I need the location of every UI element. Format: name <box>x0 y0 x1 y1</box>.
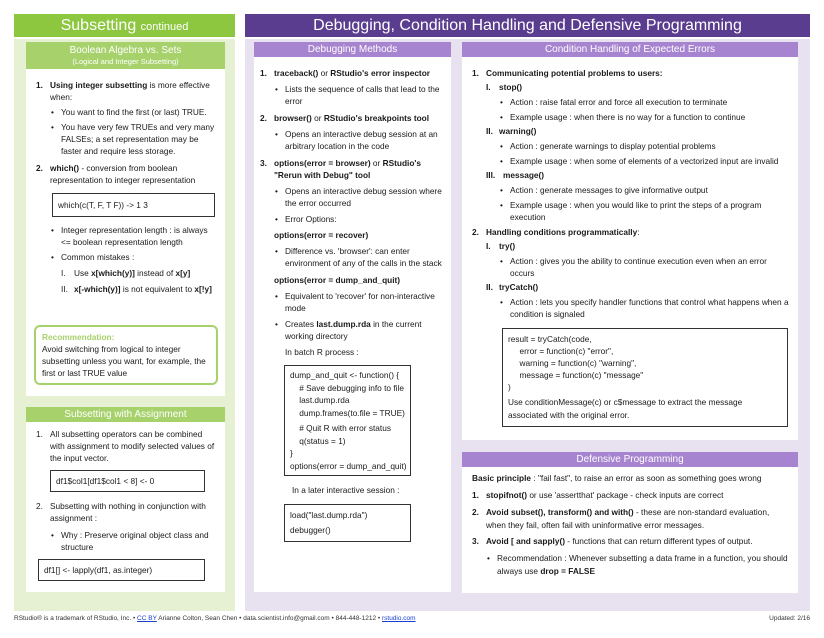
list-item: 2. Handling conditions programmatically: I. try() • Action : gives you the ability to continue execution even when an error occurs II. tryCatch() • Action : lets you specify handler functions that control what happens when a condition is signaled <box>472 226 790 320</box>
list-item: • You have very few TRUEs and very many FALSEs; a set representation may be faster and require less storage. <box>50 121 219 157</box>
option-heading: options(error = recover) <box>274 230 369 241</box>
list-item: 2. browser() or RStudio's breakpoints tool • Opens an interactive debug session at an arbitrary location in the code <box>260 112 445 152</box>
list-item: • Why : Preserve original object class and structure <box>50 529 219 553</box>
assignment-panel <box>26 407 225 592</box>
list-item: • Common mistakes : I. Use x[which(y)] instead of x[y] II. x[-which(y)] is not equivalent to x[!y] <box>50 251 219 295</box>
rstudio-link[interactable]: rstudio.com <box>381 615 416 622</box>
code-block: load("last.dump.rda") debugger() <box>284 504 411 542</box>
subsetting-header: Subsetting continued <box>14 14 235 37</box>
list-item: • Action : lets you specify handler functions that control what happens when a condition is signaled <box>499 296 790 320</box>
updated-date: Updated: 2/16 <box>769 615 810 622</box>
list-item: • Error Options: <box>274 213 445 225</box>
list-item: 3. options(error = browser) or RStudio's "Rerun with Debug" tool • Opens an interactive debug session where the error occurred • Error Options: options(error = recover) • Difference vs. 'browser': can enter environment of any of the calls in the stack options(error = dump_and_quit) • Equivalent to 'recover' for non-interactive mode • Creates last.dump.rda in the current working directory In batch R process : <box>260 157 445 358</box>
code-block: df1[] <- lapply(df1, as.integer) <box>38 559 205 581</box>
code-block: result = tryCatch(code, error = function(c) "error", warning = function(c) "warning", message = function(c) "message" ) Use conditionMessage(c) or c$message to extract the message associated with the original error. <box>502 328 788 427</box>
list-item: 1. Communicating potential problems to users: I. stop() • Action : raise fatal error and force all execution to terminate • Example usage : when there is no way for a function to continue II. warning() • Action : generate warnings to display potential problems • Example usage : when some of elements of a vectorized input are invalid III. message() • Action : generate messages to give informative output • Example usage : when you would like to print the steps of a program execution <box>472 67 790 223</box>
defensive-title: Defensive Programming <box>462 452 798 467</box>
list-item: 2. Avoid subset(), transform() and with() - these are non-standard evaluation, when they fail, often fail with uninformative error messages. <box>472 506 770 530</box>
list-item: 1. All subsetting operators can be combined with assignment to modify selected values of the input vector. df1$col1[df1$col1 < 8] <- 0 <box>36 428 219 492</box>
code-block: df1$col1[df1$col1 < 8] <- 0 <box>50 470 205 492</box>
basic-principle: Basic principle : "fail fast", to raise an error as soon as something goes wrong <box>472 473 762 483</box>
list-item: • Opens an interactive debug session at an arbitrary location in the code <box>274 128 445 152</box>
list-item: II. tryCatch() • Action : lets you specify handler functions that control what happens when a condition is signaled <box>486 281 790 320</box>
list-item: II. x[-which(y)] is not equivalent to x[!y] <box>61 284 212 295</box>
list-item: • Integer representation length : is always <= boolean representation length <box>50 224 219 248</box>
list-item: I. Use x[which(y)] instead of x[y] <box>61 268 191 279</box>
list-item: 2. Subsetting with nothing in conjunction with assignment : • Why : Preserve original object class and structure <box>36 500 219 553</box>
list-item: I. stop() • Action : raise fatal error and force all execution to terminate • Example usage : when there is no way for a function to continue <box>486 81 790 123</box>
list-item: • Action : raise fatal error and force all execution to terminate <box>499 96 790 108</box>
list-item: 1. stopifnot() or use 'assertthat' package - check inputs are correct <box>472 489 724 500</box>
code-block: which(c(T, F, T F)) -> 1 3 <box>52 193 215 217</box>
list-item: • Action : generate messages to give informative output <box>499 184 790 196</box>
recommendation-box: Recommendation: Avoid switching from logical to integer subsetting unless you want, for example, the first or last TRUE value <box>34 325 218 385</box>
list-item: • Lists the sequence of calls that lead to the error <box>274 83 445 107</box>
footer: RStudio® is a trademark of RStudio, Inc. • CC BY Arianne Colton, Sean Chen • data.scientist.info@gmail.com • 844-448-1212 • rstudio.com Updated: 2/16 <box>14 615 810 622</box>
debugging-methods-panel <box>254 42 451 592</box>
list-item: • Example usage : when some of elements of a vectorized input are invalid <box>499 155 790 167</box>
list-item: • Equivalent to 'recover' for non-interactive mode <box>274 290 445 314</box>
option-heading: options(error = dump_and_quit) <box>274 275 401 286</box>
list-item: • Action : gives you the ability to continue execution even when an error occurs <box>499 255 790 279</box>
list-item: 1. Using integer subsetting is more effective when: • You want to find the first (or last) TRUE. • You have very few TRUEs and very many FALSEs; a set representation may be faster and require less storage. <box>36 79 219 157</box>
list-item: • Opens an interactive debug session where the error occurred <box>274 185 445 209</box>
list-item: • Example usage : when you would like to print the steps of a program execution <box>499 199 790 223</box>
list-item: II. warning() • Action : generate warnings to display potential problems • Example usage : when some of elements of a vectorized input are invalid <box>486 125 790 167</box>
debugging-header: Debugging, Condition Handling and Defensive Programming <box>245 14 810 37</box>
debugging-methods-title: Debugging Methods <box>254 42 451 57</box>
list-item: • Creates last.dump.rda in the current working directory <box>274 318 445 342</box>
list-item: 2. which() - conversion from boolean representation to integer representation which(c(T, F, T F)) -> 1 3 • Integer representation length : is always <= boolean representation length • Common mistakes : I. Use x[which(y)] instead of x[y] II. x[-which(y)] is not equivalent to x[!y] <box>36 162 219 295</box>
boolean-panel <box>26 42 225 396</box>
defensive-panel <box>462 452 798 593</box>
list-item: I. try() • Action : gives you the ability to continue execution even when an error occurs <box>486 240 790 279</box>
list-item: • Action : generate warnings to display potential problems <box>499 140 790 152</box>
list-item: • Example usage : when there is no way for a function to continue <box>499 111 790 123</box>
condition-handling-title: Condition Handling of Expected Errors <box>462 42 798 57</box>
condition-handling-panel <box>462 42 798 440</box>
list-item: • You want to find the first (or last) TRUE. <box>50 106 219 118</box>
list-item: • Recommendation : Whenever subsetting a data frame in a function, you should always use drop = FALSE <box>486 552 790 578</box>
boolean-panel-title: Boolean Algebra vs. Sets (Logical and Integer Subsetting) <box>26 42 225 69</box>
list-item: 1. traceback() or RStudio's error inspector • Lists the sequence of calls that lead to the error <box>260 67 445 107</box>
batch-label: In batch R process : <box>285 347 359 358</box>
code-block: dump_and_quit <- function() { # Save debugging info to file last.dump.rda dump.frames(to.file = TRUE) # Quit R with error status q(status = 1) } options(error = dump_and_quit) <box>284 365 411 476</box>
list-item: 3. Avoid [ and sapply() - functions that can return different types of output. • Recommendation : Whenever subsetting a data frame in a function, you should always use drop = FALSE <box>472 535 790 578</box>
later-label: In a later interactive session : <box>292 485 400 496</box>
cc-by-link[interactable]: CC BY <box>137 615 157 622</box>
list-item: • Difference vs. 'browser': can enter environment of any of the calls in the stack <box>274 245 445 269</box>
list-item: III. message() • Action : generate messages to give informative output • Example usage : when you would like to print the steps of a program execution <box>486 169 790 223</box>
assignment-panel-title: Subsetting with Assignment <box>26 407 225 422</box>
